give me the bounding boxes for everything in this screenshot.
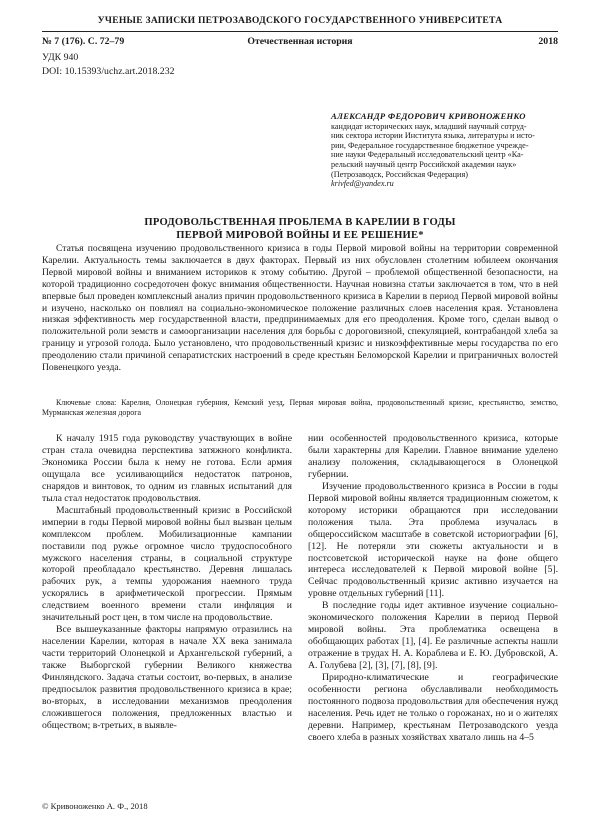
- abstract: Статья посвящена изучению продовольственного кризиса в годы Первой мировой войны на территории современной Карелии. Актуальность темы заключается в двух факторах. Первый из них обусловлен столетним юбилеем окончания Первой мировой войны и вниманием историков к этому событию. Другой – проблемой общественной безопасности, на которой традиционно сосредоточен фокус внимания общественности. Научная новизна статьи заключается в том, что в ней впервые был проведен комплексный анализ причин продовольственного кризиса в Карелии в период Первой мировой войны и изучено, насколько он повлиял на социально-экономическое положение различных слоев населения края. Установлена низкая эффективность мер государственной власти, предпринимаемых для его преодоления. Кроме того, сделан вывод о положительной роли земств и самоорганизации населения для борьбы с дороговизной, спекуляцией, контрабандой хлеба за границу и угрозой голода. Было установлено, что продовольственный кризис и низкоэффективные меры государства по его преодолению стали причиной сепаратистских настроений в среде крестьян Беломорской Карелии и приграничных волостей Повенецкого уезда.: [42, 243, 558, 374]
- article-title-line: ПРОДОВОЛЬСТВЕННАЯ ПРОБЛЕМА В КАРЕЛИИ В ГОДЫ: [144, 217, 456, 228]
- article-title: [42, 216, 558, 242]
- udk: УДК 940: [42, 52, 79, 63]
- body-column-right: [308, 433, 558, 744]
- header-divider: [42, 31, 558, 32]
- author-affiliation-line: рельский научный центр Российской академии наук»: [331, 159, 517, 169]
- author-affiliation-line: рии, Федеральное государственное бюджетное учрежде-: [331, 140, 529, 150]
- author-affiliation-line: ник сектора истории Института языка, литературы и исто-: [331, 131, 535, 141]
- author-block: [331, 112, 571, 189]
- paragraph: В последние годы идет активное изучение социально-экономического положения Карелии в период Первой мировой войны. Эта проблематика освещена в обобщающих работах [1], [4]. Ее различные аспекты нашли отражение в трудах Н. А. Кораблева и Е. Ю. Дубровской, А. А. Голубева [2], [3], [7], [8], [9].: [308, 600, 558, 672]
- paragraph: Все вышеуказанные факторы напрямую отразились на населении Карелии, которая в начале XX века занимала части территорий Олонецкой и Архангельской губерний, а также Выборгской губернии Великого княжества Финляндского. Задача статьи состоит, во-первых, в анализе предпосылок развития продовольственного кризиса в крае; во-вторых, в исследовании механизмов преодоления сложившегося положения, предложенных властью и обществом; в-третьих, в выявле-: [42, 624, 292, 731]
- author-affiliation-line: (Петрозаводск, Российская Федерация): [331, 169, 468, 179]
- author-name: АЛЕКСАНДР ФЕДОРОВИЧ КРИВОНОЖЕНКО: [331, 111, 526, 121]
- journal-section: Отечественная история: [247, 36, 353, 47]
- paragraph: К началу 1915 года руководству участвующих в войне стран стала очевидна перспектива затяжного конфликта. Экономика России была к нему не готова. Если армия ощущала все усиливающийся недостаток патронов, снарядов и винтовок, то одним из главных испытаний для тыла стал недостаток продовольствия.: [42, 433, 292, 504]
- journal-name: УЧЕНЫЕ ЗАПИСКИ ПЕТРОЗАВОДСКОГО ГОСУДАРСТВЕННОГО УНИВЕРСИТЕТА: [97, 15, 503, 26]
- issue-line: [42, 36, 558, 49]
- paragraph: нии особенностей продовольственного кризиса, которые были характерны для Карелии. Главное внимание уделено анализу положения, складывающегося в Олонецкой губернии.: [308, 433, 558, 480]
- issue-year: 2018: [538, 36, 558, 47]
- paragraph: Масштабный продовольственный кризис в Российской империи в годы Первой мировой войны был вызван целым комплексом проблем. Мобилизационные кампании поставили под ружье огромное число трудоспособного мужского населения страны, в социальной структуре которой преобладало крестьянство. Деревня лишалась рабочих рук, а темпы удорожания наемного труда ускорялись в арифметической прогрессии. Прямым следствием военного времени стали инфляция и значительный рост цен, в том числе на продовольствие.: [42, 504, 292, 624]
- issue-number: № 7 (176). С. 72–79: [42, 36, 125, 47]
- paragraph: Изучение продовольственного кризиса в России в годы Первой мировой войны является традиционным сюжетом, к которому историки обращаются при исследовании положения тыла. Эта проблема изучалась в общероссийском масштабе в советской историографии [6], [12]. Не потеряли эти сюжеты актуальности и в постсоветской исторической науке на фоне общего интереса исследователей к Первой мировой войне [5]. Сейчас продовольственный кризис активно изучается на уровне отдельных губерний [11].: [308, 480, 558, 600]
- body-column-left: [42, 433, 292, 732]
- keywords: Ключевые слова: Карелия, Олонецкая губерния, Кемский уезд, Первая мировая война, продовольственный кризис, крестьянство, земство, Мурманская железная дорога: [42, 398, 558, 417]
- doi[interactable]: DOI: 10.15393/uchz.art.2018.232: [42, 66, 175, 77]
- paragraph: Природно-климатические и географические особенности региона обуславливали необходимость постоянного подвоза продовольствия для обеспечения нужд населения. Речь идет не только о горожанах, но и о жителях деревни. Например, крестьянам Петрозаводского уезда своего хлеба в разных хозяйствах хватало лишь на 4–5: [308, 672, 558, 743]
- author-affiliation-line: ние науки Федеральный исследовательский центр «Ка-: [331, 150, 524, 160]
- copyright: © Кривоноженко А. Ф., 2018: [42, 801, 148, 811]
- article-title-line: ПЕРВОЙ МИРОВОЙ ВОЙНЫ И ЕЕ РЕШЕНИЕ*: [176, 230, 424, 241]
- author-email[interactable]: krivfed@yandex.ru: [331, 179, 394, 189]
- author-affiliation-line: кандидат исторических наук, младший научный сотруд-: [331, 121, 527, 131]
